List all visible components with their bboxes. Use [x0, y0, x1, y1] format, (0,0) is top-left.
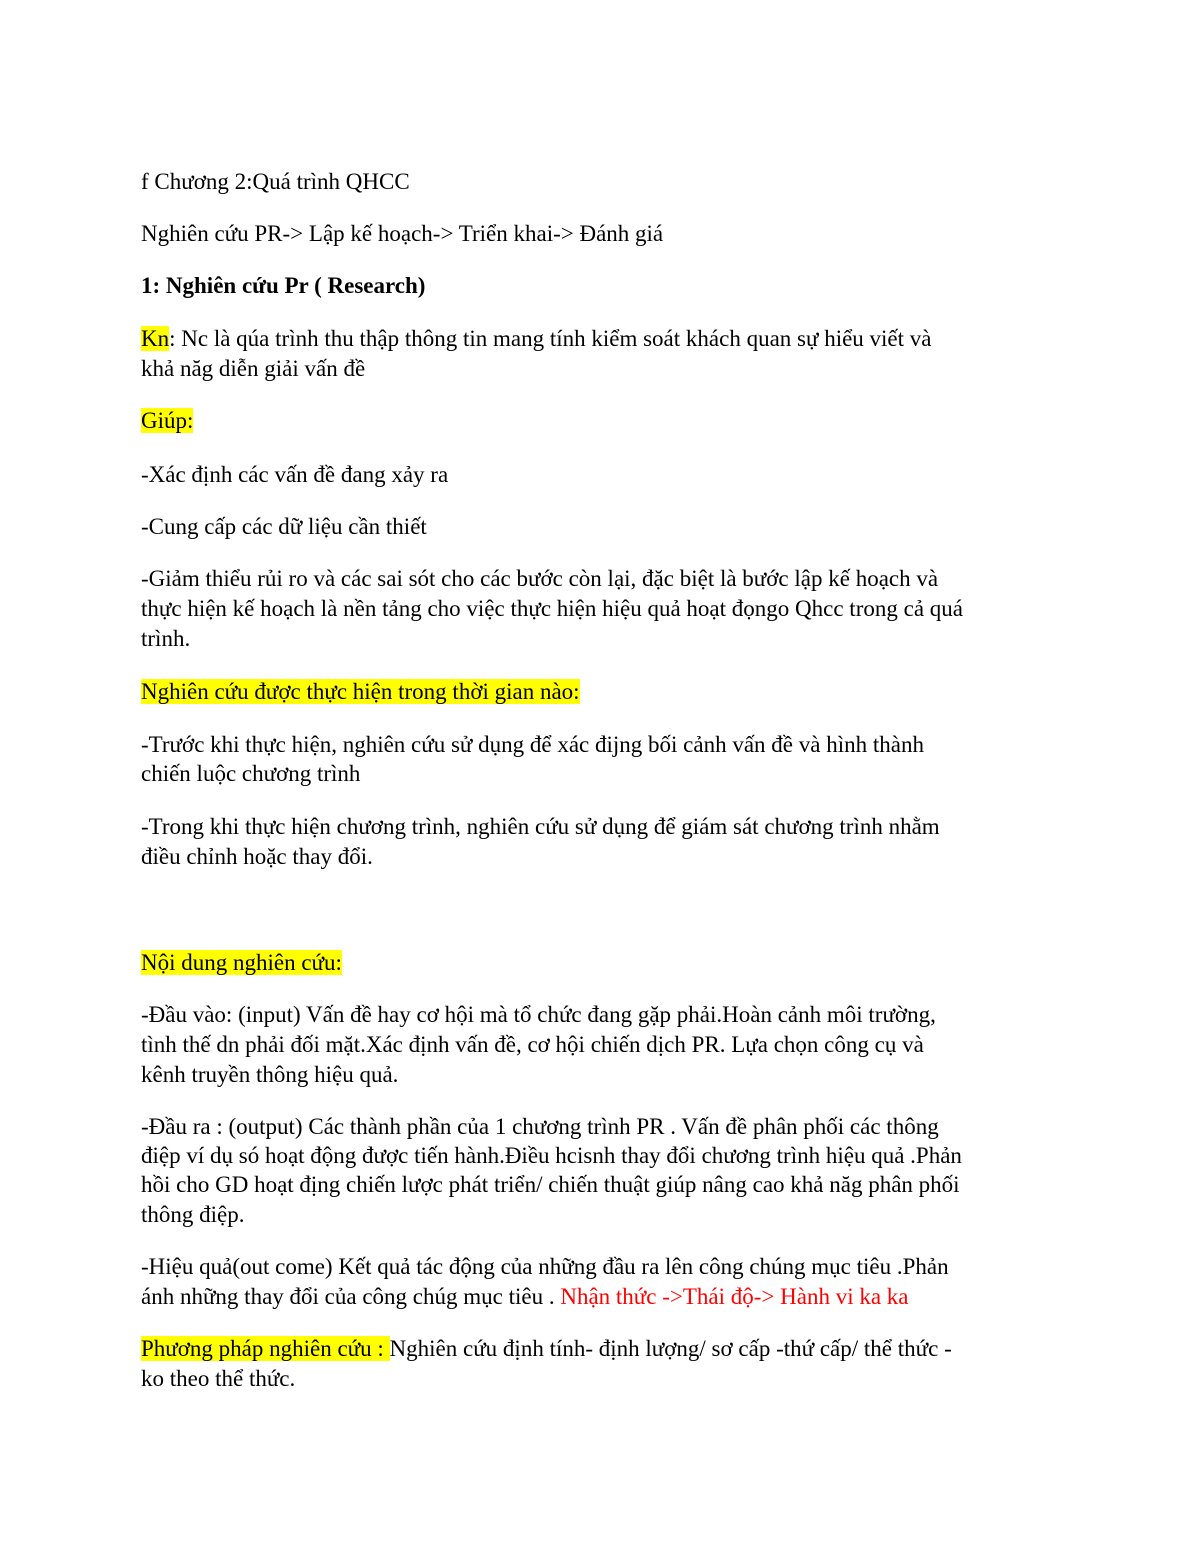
definition-text: : Nc là qúa trình thu thập thông tin mang tính kiểm soát khách quan sự hiểu viết và [169, 326, 932, 351]
definition-label: Kn [141, 326, 170, 351]
helps-item-1: -Xác định các vấn đề đang xảy ra [141, 462, 449, 487]
content-input-line-1: -Đầu vào: (input) Vấn đề hay cơ hội mà tổ chức đang gặp phải.Hoàn cảnh môi trường, [141, 1002, 936, 1027]
timing-heading [141, 677, 1061, 707]
methods-text: Nghiên cứu định tính- định lượng/ sơ cấp -thứ cấp/ thể thức - [389, 1336, 952, 1361]
content-outcome-line-1: -Hiệu quả(out come) Kết quả tác động của những đầu ra lên công chúng mục tiêu .Phản [141, 1254, 949, 1279]
content-input-line-3: kênh truyền thông hiệu quả. [141, 1062, 399, 1087]
methods-line-1 [141, 1334, 1061, 1364]
helps-item-3-line-2: thực hiện kế hoạch là nền tảng cho việc thực hiện hiệu quả hoạt đọngo Qhcc trong cả quá [141, 596, 963, 621]
methods-label: Phương pháp nghiên cứu : [141, 1336, 390, 1361]
content-output-line-1: -Đầu ra : (output) Các thành phần của 1 chương trình PR . Vấn đề phân phối các thông [141, 1114, 939, 1139]
timing-label: Nghiên cứu được thực hiện trong thời gian nào: [141, 679, 580, 704]
timing-before-line-1: -Trước khi thực hiện, nghiên cứu sử dụng để xác đijng bối cảnh vấn đề và hình thành [141, 732, 924, 757]
outcome-text: ánh những thay đổi của công chúg mục tiêu . [141, 1284, 561, 1309]
content-label: Nội dung nghiên cứu: [141, 950, 342, 975]
helps-heading [141, 406, 1061, 436]
methods-line-2: ko theo thể thức. [141, 1366, 296, 1391]
content-outcome-line-2 [141, 1282, 1061, 1312]
helps-item-3-line-3: trình. [141, 626, 191, 651]
helps-label: Giúp: [141, 408, 194, 433]
content-output-line-4: thông điệp. [141, 1202, 245, 1227]
content-output-line-2: điệp ví dụ só hoạt động được tiến hành.Điều hcisnh thay đổi chương trình hiệu quả .Phản [141, 1143, 962, 1168]
definition-line-2: khả năg diễn giải vấn đề [141, 356, 366, 381]
helps-item-3-line-1: -Giảm thiểu rủi ro và các sai sót cho các bước còn lại, đặc biệt là bước lập kế hoạch và [141, 566, 939, 591]
content-input-line-2: tình thế dn phải đối mặt.Xác định vấn đề, cơ hội chiến dịch PR. Lựa chọn công cụ và [141, 1032, 924, 1057]
helps-item-2: -Cung cấp các dữ liệu cần thiết [141, 514, 427, 539]
content-output-line-3: hồi cho GD hoạt địng chiến lược phát triển/ chiến thuật giúp nâng cao khả năg phân phối [141, 1172, 960, 1197]
process-flow: Nghiên cứu PR-> Lập kế hoạch-> Triển khai-> Đánh giá [141, 221, 664, 246]
timing-during-line-2: điều chỉnh hoặc thay đổi. [141, 844, 373, 869]
timing-before-line-2: chiến luộc chương trình [141, 761, 361, 786]
outcome-emphasis: Nhận thức ->Thái độ-> Hành vi ka ka [560, 1284, 909, 1309]
timing-during-line-1: -Trong khi thực hiện chương trình, nghiên cứu sử dụng để giám sát chương trình nhằm [141, 814, 940, 839]
section-heading: 1: Nghiên cứu Pr ( Research) [141, 273, 426, 298]
definition-line-1 [141, 324, 1061, 354]
content-heading [141, 948, 1061, 978]
chapter-title: f Chương 2:Quá trình QHCC [141, 169, 410, 194]
